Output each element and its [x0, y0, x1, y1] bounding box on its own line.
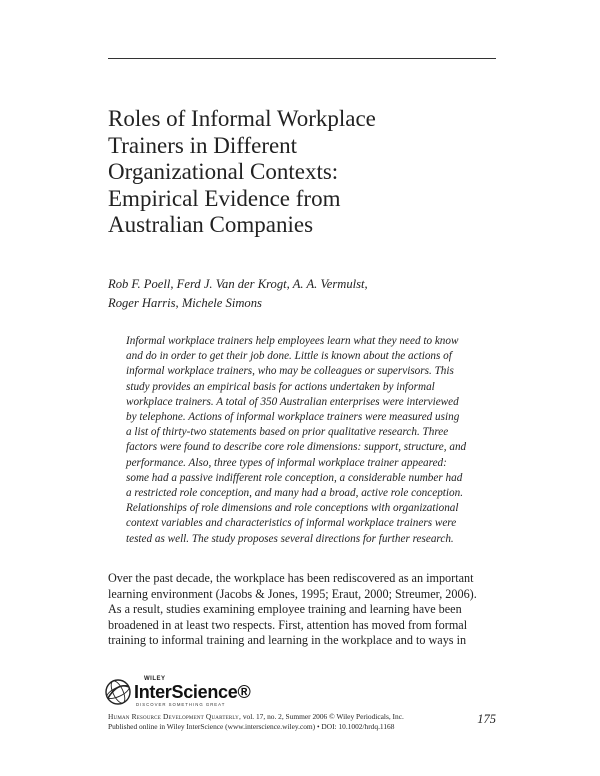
title-line: Trainers in Different	[108, 132, 298, 158]
title-line: Roles of Informal Workplace	[108, 106, 376, 131]
abstract-line: a restricted role conception, and many had a broad, active role conception.	[126, 487, 463, 500]
body-line: broadened in at least two respects. First, attention has moved from formal	[108, 617, 468, 632]
abstract-line: and do in order to get their job done. Little is known about the actions of	[126, 350, 452, 363]
title-line: Organizational Contexts:	[108, 159, 339, 184]
body-line: Over the past decade, the workplace has been rediscovered as an important	[108, 571, 474, 585]
citation-details: vol. 17, no. 2, Summer 2006 © Wiley Periodicals, Inc.	[241, 712, 404, 721]
abstract-line: by telephone. Actions of informal workplace trainers were measured using	[126, 411, 460, 424]
article-title	[108, 106, 488, 239]
abstract-line: Relationships of role dimensions and role conceptions with organizational	[126, 502, 459, 515]
body-line: training to informal training and learning in the workplace and to ways in	[108, 633, 467, 647]
page-number: 175	[477, 712, 496, 726]
abstract-line: study provides an empirical basis for actions undertaken by informal	[126, 380, 435, 393]
logo-publisher: WILEY	[144, 676, 166, 682]
globe-icon	[104, 678, 132, 706]
author-list	[108, 275, 496, 313]
abstract-line: performance. Also, three types of informal workplace trainer appeared:	[126, 456, 447, 469]
abstract-line: tested as well. The study proposes several directions for further research.	[126, 532, 454, 545]
abstract-line: a list of thirty-two statements based on prior qualitative research. Three	[126, 426, 449, 439]
wiley-interscience-logo	[104, 676, 254, 708]
abstract-line: informal workplace trainers, who may be colleagues or supervisors. This	[126, 365, 454, 378]
abstract-line: some had a passive indifferent role conception, a considerable number had	[126, 471, 463, 484]
body-line: As a result, studies examining employee training and learning have been	[108, 602, 462, 616]
logo-tagline: DISCOVER SOMETHING GREAT	[136, 702, 226, 707]
top-rule	[108, 58, 496, 59]
body-line: learning environment (Jacobs & Jones, 1995; Eraut, 2000; Streumer, 2006).	[108, 586, 477, 601]
abstract	[126, 334, 478, 547]
abstract-line: factors were found to describe core role dimensions: support, structure, and	[126, 441, 467, 454]
abstract-line: Informal workplace trainers help employees learn what they need to know	[126, 335, 459, 347]
title-line: Australian Companies	[108, 212, 314, 237]
abstract-line: context variables and characteristics of informal workplace trainers were	[126, 517, 457, 530]
title-line: Empirical Evidence from	[108, 185, 341, 211]
body-paragraph	[108, 571, 496, 649]
author-line: Rob F. Poell, Ferd J. Van der Krogt, A. A. Vermulst,	[108, 277, 368, 291]
citation-line	[108, 712, 438, 722]
abstract-line: workplace trainers. A total of 350 Australian enterprises were interviewed	[126, 395, 459, 408]
journal-name: Human Resource Development Quarterly,	[108, 712, 241, 721]
published-line: Published online in Wiley InterScience (www.interscience.wiley.com) • DOI: 10.1002/hrdq.1168	[108, 722, 395, 731]
page-footer	[108, 712, 438, 732]
author-line: Roger Harris, Michele Simons	[108, 296, 262, 310]
logo-name: InterScience®	[134, 682, 251, 702]
